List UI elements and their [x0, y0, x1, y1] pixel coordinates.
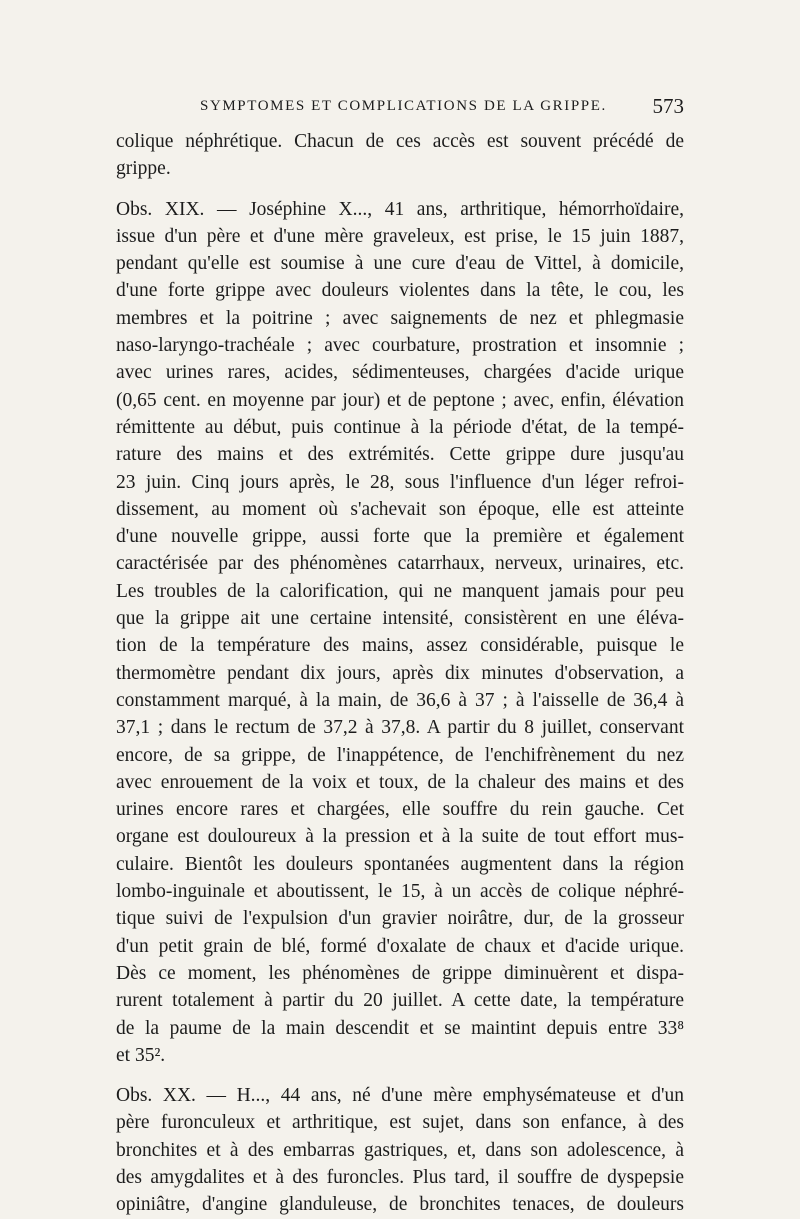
text-line: Dès ce moment, les phénomènes de grippe diminuèrent et dispa-	[116, 962, 684, 984]
text-line: colique néphrétique. Chacun de ces accès est souvent précédé de	[116, 131, 684, 152]
text-line: encore, de sa grippe, de l'inappétence, de l'enchifrènement du nez	[116, 744, 684, 766]
text-line: rature des mains et des extrémités. Cette grippe dure jusqu'au	[116, 444, 684, 466]
text-line: culaire. Bientôt les douleurs spontanées augmentent dans la région	[116, 853, 684, 875]
text-line: de la paume de la main descendit et se maintint depuis entre 33⁸	[116, 1017, 684, 1039]
text-line: Obs. XX. — H..., 44 ans, né d'une mère emphysémateuse et d'un	[116, 1085, 684, 1107]
text-line: tique suivi de l'expulsion d'un gravier noirâtre, dur, de la grosseur	[116, 908, 684, 930]
text-line: 37,1 ; dans le rectum de 37,2 à 37,8. A partir du 8 juillet, conservant	[116, 717, 684, 739]
text-line: pendant qu'elle est soumise à une cure d'eau de Vittel, à domicile,	[116, 253, 684, 275]
text-line: d'une nouvelle grippe, aussi forte que la première et également	[116, 526, 684, 548]
text-line: père furonculeux et arthritique, est sujet, dans son enfance, à des	[116, 1112, 684, 1134]
running-title: SYMPTOMES ET COMPLICATIONS DE LA GRIPPE.	[200, 98, 607, 114]
text-line: bronchites et à des embarras gastriques, et, dans son adolescence, à	[116, 1139, 684, 1161]
text-line: opiniâtre, d'angine glanduleuse, de bronchites tenaces, de douleurs	[116, 1194, 684, 1216]
text-line: des amygdalites et à des furoncles. Plus tard, il souffre de dyspepsie	[116, 1166, 684, 1188]
text-line: lombo-inguinale et aboutissent, le 15, à un accès de colique néphré-	[116, 881, 684, 903]
text-line: rurent totalement à partir du 20 juillet. A cette date, la température	[116, 990, 684, 1012]
text-line: grippe.	[116, 158, 171, 180]
page-header	[118, 94, 684, 120]
text-line: urines encore rares et chargées, elle souffre du rein gauche. Cet	[116, 799, 684, 821]
text-line: avec enrouement de la voix et toux, de la chaleur des mains et des	[116, 771, 684, 793]
body-text	[116, 128, 684, 1219]
text-line: dissement, au moment où s'achevait son époque, elle est atteinte	[116, 498, 684, 520]
text-line: tion de la température des mains, assez considérable, puisque le	[116, 635, 684, 657]
text-line: avec urines rares, acides, sédimenteuses, chargées d'acide urique	[116, 362, 684, 384]
text-line: organe est douloureux à la pression et à la suite de tout effort mus-	[116, 826, 684, 848]
text-line: constamment marqué, à la main, de 36,6 à 37 ; à l'aisselle de 36,4 à	[116, 689, 684, 711]
text-line: naso-laryngo-trachéale ; avec courbature, prostration et insomnie ;	[116, 335, 684, 357]
text-line: issue d'un père et d'une mère graveleux, est prise, le 15 juin 1887,	[116, 225, 684, 247]
text-line: d'une forte grippe avec douleurs violentes dans la tête, le cou, les	[116, 280, 684, 302]
text-line: et 35².	[116, 1044, 166, 1066]
text-line: Les troubles de la calorification, qui ne manquent jamais pour peu	[116, 580, 684, 602]
text-line: 23 juin. Cinq jours après, le 28, sous l'influence d'un léger refroi-	[116, 471, 684, 493]
page-number: 573	[652, 94, 684, 118]
text-line: (0,65 cent. en moyenne par jour) et de peptone ; avec, enfin, élévation	[116, 389, 684, 411]
text-line: caractérisée par des phénomènes catarrhaux, nerveux, urinaires, etc.	[116, 553, 684, 575]
text-line: d'un petit grain de blé, formé d'oxalate de chaux et d'acide urique.	[116, 935, 684, 957]
text-line: membres et la poitrine ; avec saignements de nez et phlegmasie	[116, 307, 684, 329]
text-line: rémittente au début, puis continue à la période d'état, de la tempé-	[116, 416, 684, 438]
text-line: que la grippe ait une certaine intensité, consistèrent en une éléva-	[116, 608, 684, 630]
text-line: thermomètre pendant dix jours, après dix minutes d'observation, a	[116, 662, 684, 684]
text-line: Obs. XIX. — Joséphine X..., 41 ans, arthritique, hémorrhoïdaire,	[116, 198, 684, 220]
